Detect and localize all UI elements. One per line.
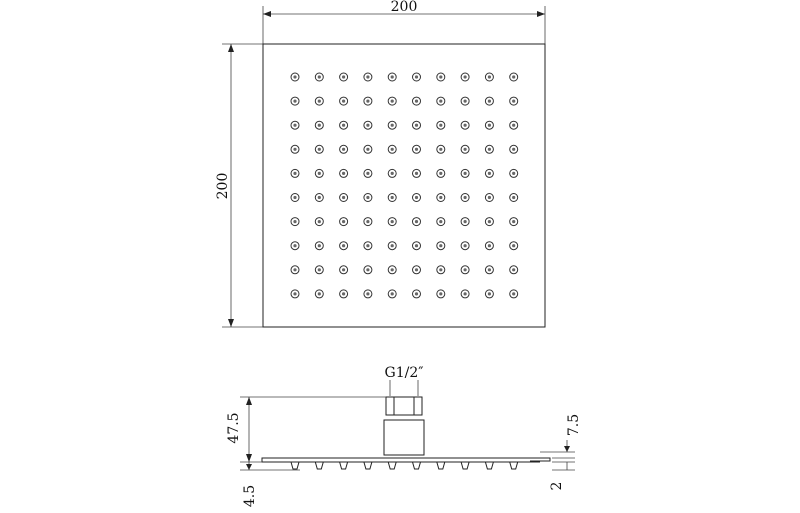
side-nozzle: [364, 462, 372, 469]
plate-thickness-dimension: [240, 462, 300, 507]
nozzle-hole: [488, 292, 491, 295]
nozzle-hole: [342, 172, 345, 175]
nozzle-hole: [439, 196, 442, 199]
nozzle-hole: [318, 124, 321, 127]
nozzle-hole: [512, 148, 515, 151]
nozzle-hole: [293, 196, 296, 199]
nozzle-hole: [512, 172, 515, 175]
nozzle-hole: [342, 100, 345, 103]
nozzle-hole: [512, 220, 515, 223]
nozzle-hole: [488, 268, 491, 271]
nozzle-hole: [415, 148, 418, 151]
width-label: 200: [390, 0, 418, 15]
side-plate: [262, 458, 550, 462]
nozzle-hole: [488, 172, 491, 175]
shower-plate-outline: [263, 44, 545, 327]
nozzle-hole: [391, 75, 394, 78]
nozzle-hole: [464, 220, 467, 223]
nozzle-hole: [318, 100, 321, 103]
nozzle-hole: [366, 244, 369, 247]
side-nozzle: [510, 462, 518, 469]
nozzle-hole: [488, 244, 491, 247]
nozzle-hole: [415, 268, 418, 271]
nozzle-hole: [512, 268, 515, 271]
nozzle-hole: [391, 124, 394, 127]
nozzle-hole: [464, 75, 467, 78]
nozzle-hole: [488, 148, 491, 151]
nozzle-hole: [293, 75, 296, 78]
nozzle-hole: [366, 196, 369, 199]
nozzle-hole: [488, 100, 491, 103]
nozzle-hole: [415, 75, 418, 78]
nozzle-hole: [342, 148, 345, 151]
nozzle-hole: [342, 75, 345, 78]
nozzle-hole: [366, 75, 369, 78]
nozzle-hole: [293, 124, 296, 127]
nozzle-hole: [318, 148, 321, 151]
side-nozzle: [461, 462, 469, 469]
nozzle-hole: [512, 100, 515, 103]
connector-nut: [386, 380, 422, 415]
nozzle-hole: [318, 75, 321, 78]
nozzle-hole: [464, 124, 467, 127]
nozzle-hole: [366, 124, 369, 127]
width-dimension: [263, 0, 545, 44]
side-nozzle: [340, 462, 348, 469]
nozzle-hole: [342, 220, 345, 223]
nozzle-hole: [318, 172, 321, 175]
overall-height-dimension: [226, 397, 386, 462]
connector-height-label: 7.5: [566, 413, 582, 437]
nozzle-hole: [293, 244, 296, 247]
nozzle-height-dimension: [549, 462, 575, 490]
nozzle-hole: [366, 268, 369, 271]
nozzle-hole: [488, 196, 491, 199]
nozzle-hole: [512, 124, 515, 127]
height-dimension: [215, 44, 263, 327]
nozzle-hole: [391, 172, 394, 175]
nozzle-hole: [488, 124, 491, 127]
nozzle-hole: [415, 196, 418, 199]
nozzle-hole: [415, 220, 418, 223]
side-nozzle: [388, 462, 396, 469]
side-nozzle: [485, 462, 493, 469]
nozzle-hole: [439, 75, 442, 78]
nozzle-hole: [391, 292, 394, 295]
nozzle-hole: [439, 124, 442, 127]
side-nozzle: [413, 462, 421, 469]
nozzle-hole: [366, 172, 369, 175]
nozzle-hole: [439, 220, 442, 223]
nozzle-hole: [415, 292, 418, 295]
nozzle-hole: [366, 100, 369, 103]
nozzle-hole: [415, 124, 418, 127]
nozzle-hole: [464, 172, 467, 175]
nozzle-hole: [342, 124, 345, 127]
overall-height-label: 47.5: [226, 412, 242, 444]
top-view: [215, 0, 545, 327]
nozzle-hole: [439, 148, 442, 151]
nozzle-hole: [318, 196, 321, 199]
nozzle-hole: [439, 244, 442, 247]
nozzle-hole: [391, 220, 394, 223]
nozzle-hole: [415, 244, 418, 247]
side-nozzle: [437, 462, 445, 469]
nozzle-hole: [366, 220, 369, 223]
nozzle-hole: [342, 244, 345, 247]
nozzle-hole: [293, 100, 296, 103]
nozzle-hole: [464, 292, 467, 295]
side-nozzles: [291, 462, 518, 469]
nozzle-hole: [464, 196, 467, 199]
nozzle-hole: [318, 292, 321, 295]
nozzle-grid: [291, 73, 518, 298]
nozzle-hole: [415, 100, 418, 103]
nozzle-hole: [464, 268, 467, 271]
nozzle-hole: [391, 100, 394, 103]
nozzle-hole: [488, 220, 491, 223]
nozzle-hole: [293, 268, 296, 271]
nozzle-hole: [391, 148, 394, 151]
nozzle-hole: [342, 292, 345, 295]
nozzle-hole: [293, 220, 296, 223]
nozzle-hole: [415, 172, 418, 175]
side-nozzle: [315, 462, 323, 469]
nozzle-hole: [439, 100, 442, 103]
height-label: 200: [215, 172, 231, 200]
nozzle-hole: [342, 268, 345, 271]
nozzle-hole: [293, 172, 296, 175]
nozzle-hole: [293, 148, 296, 151]
nozzle-hole: [512, 196, 515, 199]
nozzle-hole: [512, 75, 515, 78]
nozzle-hole: [464, 244, 467, 247]
connector-height-dimension: [540, 414, 582, 458]
nozzle-hole: [318, 268, 321, 271]
nozzle-hole: [439, 268, 442, 271]
nozzle-hole: [464, 100, 467, 103]
nozzle-hole: [439, 172, 442, 175]
nozzle-hole: [439, 292, 442, 295]
side-view: [226, 365, 582, 507]
nozzle-hole: [366, 292, 369, 295]
nozzle-hole: [488, 75, 491, 78]
nozzle-hole: [318, 244, 321, 247]
plate-thickness-label: 4.5: [242, 484, 258, 508]
nozzle-hole: [512, 244, 515, 247]
side-nozzle: [291, 462, 299, 469]
nozzle-hole: [366, 148, 369, 151]
nozzle-hole: [293, 292, 296, 295]
swivel-body: [384, 420, 424, 455]
thread-label: G1/2″: [384, 365, 424, 381]
nozzle-hole: [391, 268, 394, 271]
nozzle-hole: [318, 220, 321, 223]
nozzle-hole: [464, 148, 467, 151]
nozzle-height-label: 2: [549, 481, 565, 491]
nozzle-hole: [512, 292, 515, 295]
nozzle-hole: [391, 244, 394, 247]
nozzle-hole: [342, 196, 345, 199]
nozzle-hole: [391, 196, 394, 199]
